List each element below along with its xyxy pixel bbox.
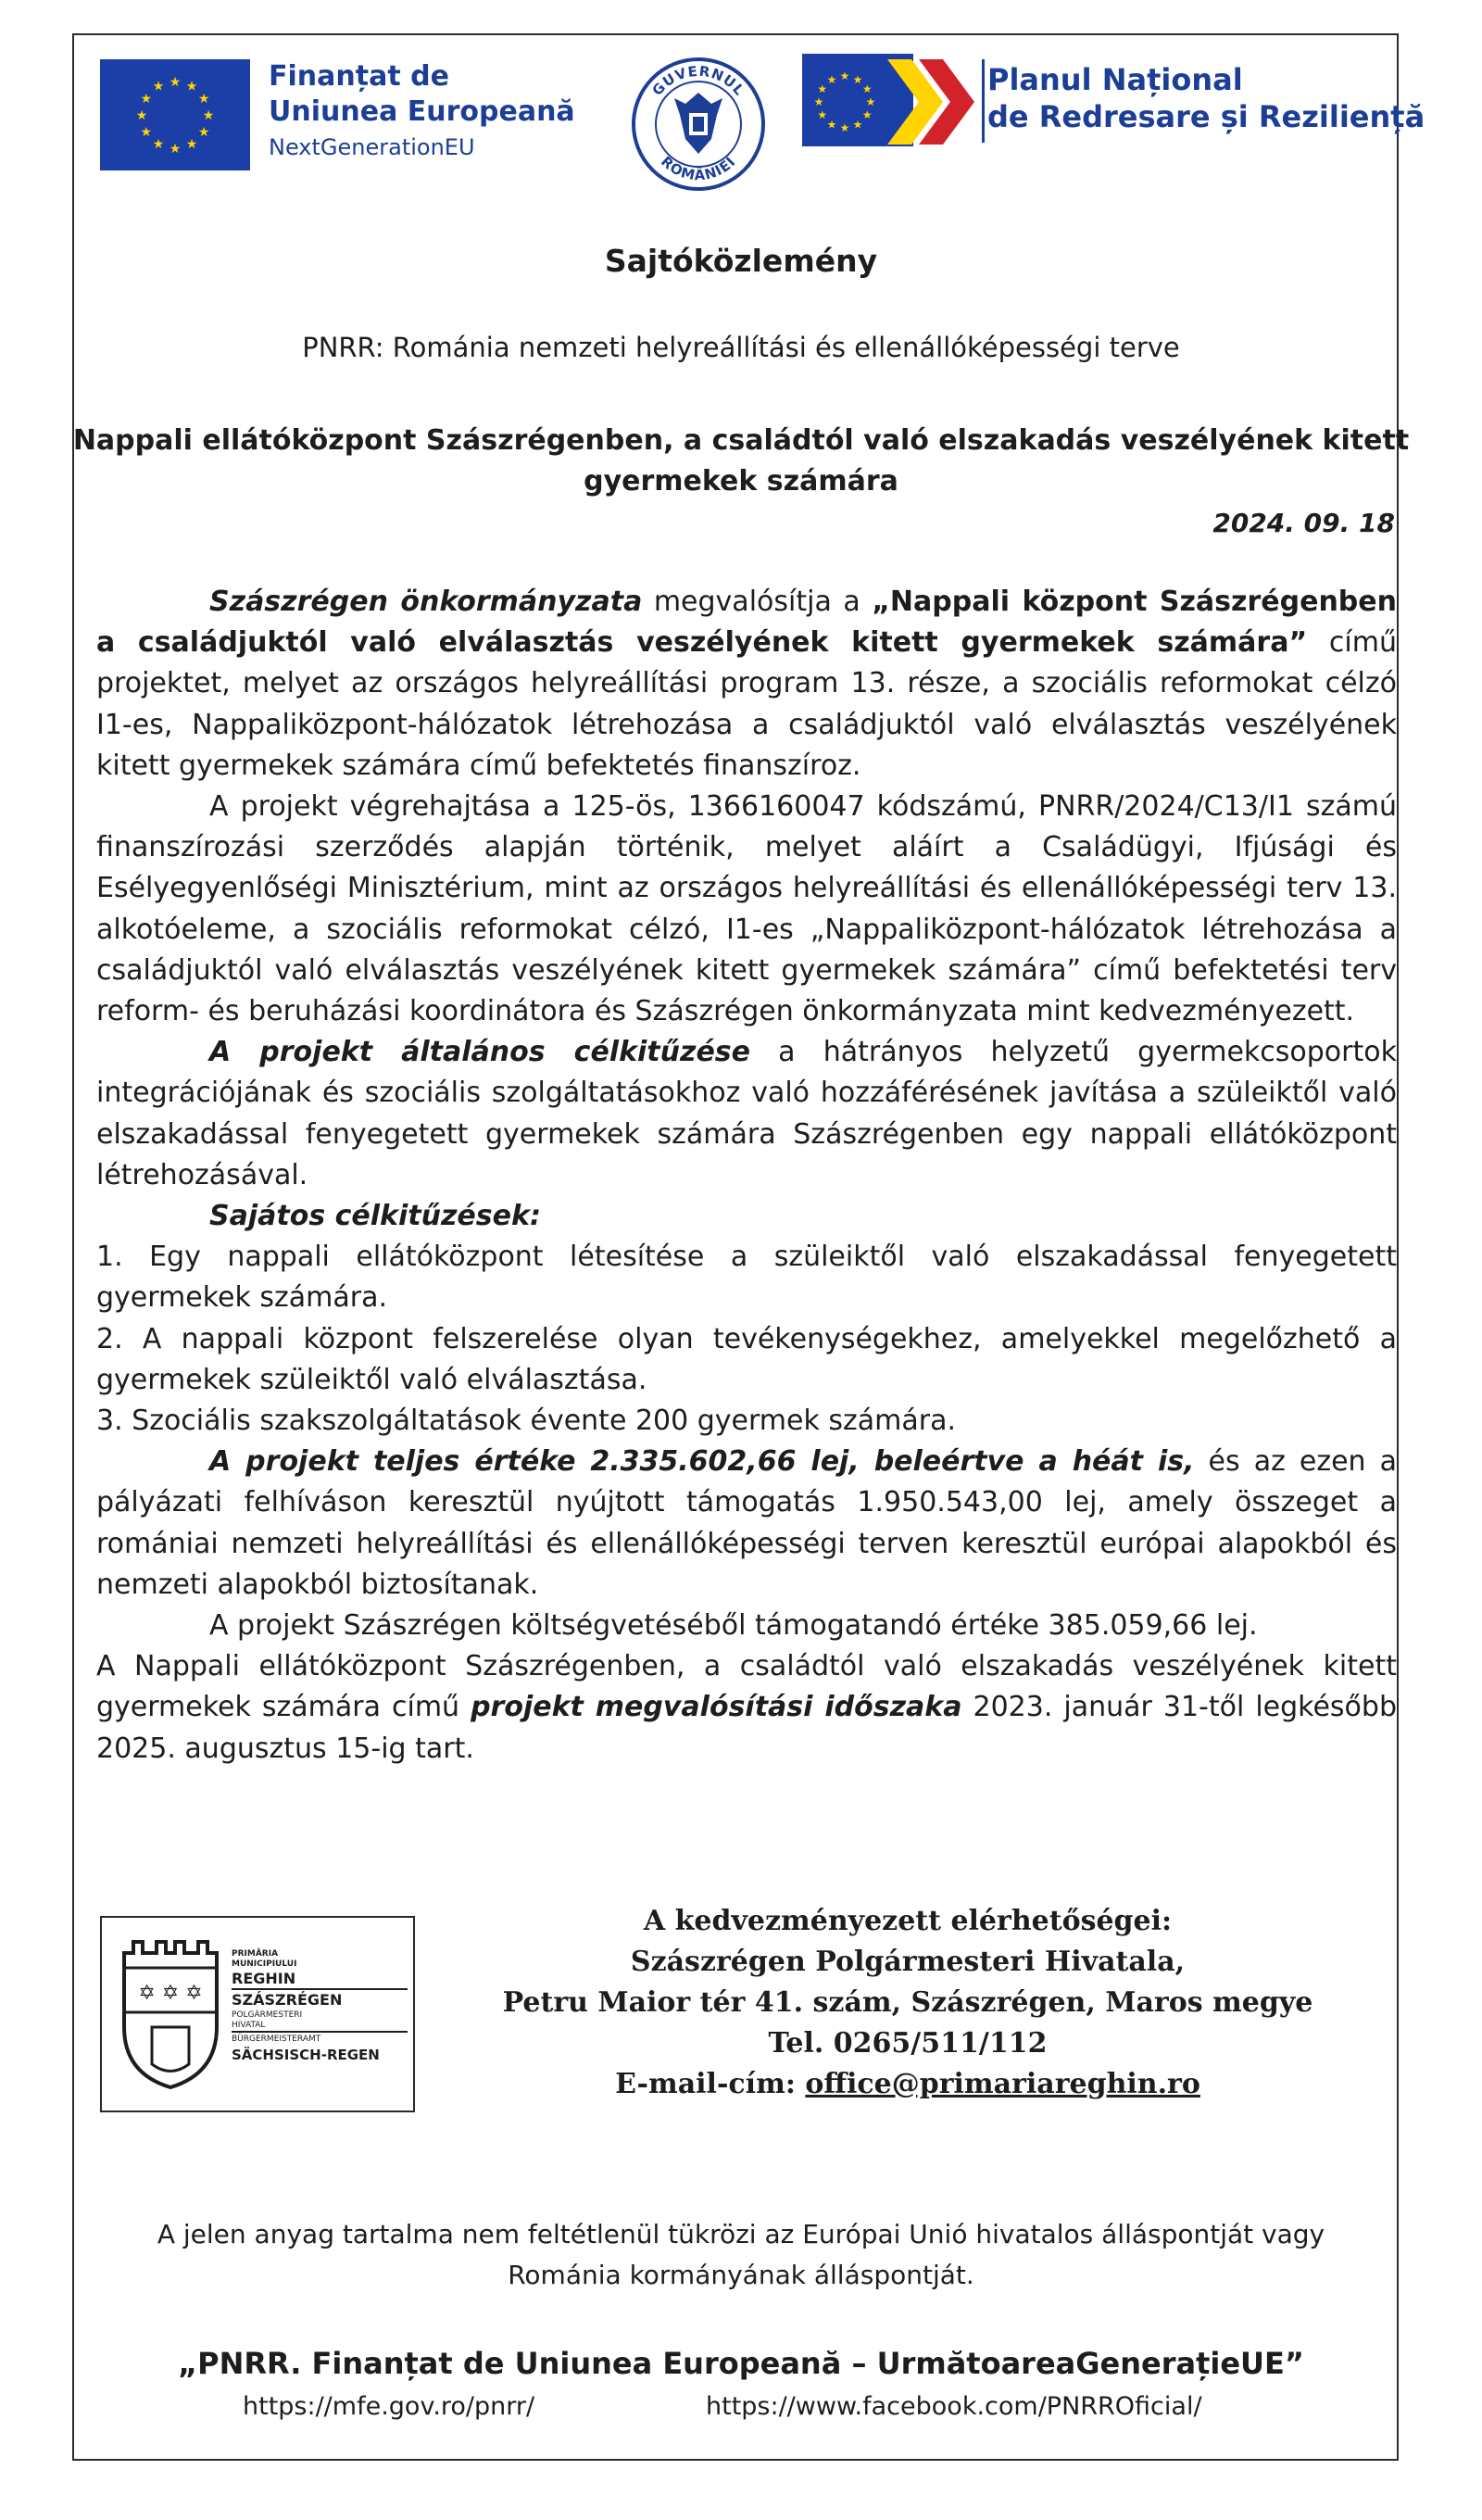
intro-text-2: című projektet, melyet az országos helyreállítási program 13. része, a szociális reformokat célzó I1-es, Nappaliközpont-hálózatok létrehozása a családjuktól való elválasztás veszélyének kitett gyermekek számára című befektetés finanszíroz. [96,626,1397,782]
eu-logo-line2: Uniunea Europeană [269,95,575,128]
eu-star-icon: ★ [826,72,837,86]
eu-logo-line1: Finanțat de [269,60,449,93]
disclaimer-line2: Románia kormányának álláspontját. [508,2260,974,2290]
eu-star-icon: ★ [185,137,198,153]
logo-line7: BÜRGERMEISTERAMT [232,2035,321,2044]
eu-star-icon: ★ [852,118,863,132]
eu-star-icon: ★ [861,108,873,122]
svg-text:ROMÂNIEI [658,153,739,183]
logo-line2: MUNICIPIULUI [232,1959,297,1969]
government-seal-icon [630,56,767,193]
general-objective-text: a hátrányos helyzetű gyermekcsoportok integrációjának és szociális szolgáltatásokhoz való hozzáférésének javítása a szüleiktől való elszakadással fenyegetett gyermekek számára Szászrégenben egy nappali ellátóközpont létrehozásával. [96,1036,1397,1191]
eu-star-icon: ★ [135,107,148,123]
total-value-text: és az ezen a pályázati felhíváson keresztül nyújtott támogatás 1.950.543,00 lej, amely összeget a romániai nemzeti helyreállítási és ellenállóképességi terven keresztül európai alapokból és nemzeti alapokból biztosítanak. [96,1445,1398,1601]
municipal-logo [100,1916,415,2112]
period-text-1: A Nappali ellátóközpont Szászrégenben, a családtól való elszakadás veszélyének kitett gyermekek számára című [96,1650,1397,1724]
contact-address: Petru Maior tér 41. szám, Szászrégen, Maros megye [502,1986,1313,2019]
eu-star-icon: ★ [140,124,153,140]
eu-star-icon: ★ [839,121,850,135]
eu-star-icon: ★ [152,137,165,153]
objective-item: 3. Szociális szakszolgáltatások évente 200 gyermek számára. [96,1405,957,1438]
general-objective-label: A projekt általános célkitűzése [209,1036,751,1069]
seal-text-top: GUVERNUL [648,62,748,99]
logo-line6: HIVATAL [232,2021,408,2033]
contact-title: A kedvezményezett elérhetőségei: [643,1905,1173,1937]
eu-star-icon: ★ [140,91,153,107]
logo-line4: SZÁSZRÉGEN [232,1991,343,2009]
eu-star-icon: ★ [865,95,876,109]
logo-line5: POLGÁRMESTERI [232,2010,303,2020]
total-value-label: A projekt teljes értéke 2.335.602,66 lej, beleértve a héát is, [209,1445,1195,1479]
period-text-2: 2023. január 31-től legkésőbb 2025. augusztus 15-ig tart. [96,1691,1397,1765]
pnrr-flags-icon [802,54,978,158]
logo-line3: REGHIN [232,1970,408,1990]
headline-line1: Nappali ellátóközpont Szászrégenben, a családtól való elszakadás veszélyének kitett [72,424,1410,457]
paragraph-total-value [96,1442,1397,1606]
coat-of-arms-icon [115,1934,226,2092]
eu-star-icon: ★ [197,91,210,107]
headline [0,421,1482,502]
eu-star-icon: ★ [202,107,215,123]
email-label: E-mail-cím: [615,2068,806,2100]
press-release-label: Sajtóközlemény [604,243,878,279]
eu-star-icon: ★ [861,82,873,96]
facebook-link[interactable]: https://www.facebook.com/PNRROficial/ [706,2392,1202,2421]
logo-line8: SÄCHSISCH-REGEN [232,2047,380,2063]
pnrr-logo [802,54,1425,158]
paragraph-contract: A projekt végrehajtása a 125-ös, 1366160047 kódszámú, PNRR/2024/C13/I1 számú finanszírozási szerződés alapján történik, melyet aláírt a Családügyi, Ifjúsági és Esélyegyenlőségi Minisztérium, mint az országos helyreállítási és ellenállóképességi terv 13. alkotóeleme, a szociális reformokat célzó, I1-es „Nappaliközpont-hálózatok létrehozása a családjuktól való elválasztás veszélyének kitett gyermekek számára” című befektetési terv reform- és beruházási koordinátora és Szászrégen önkormányzata mint kedvezményezett. [96,790,1397,1028]
specific-objectives-title [96,1196,1397,1237]
beneficiary-contact [500,1901,1315,2105]
eu-star-icon: ★ [185,79,198,94]
objective-item: 1. Egy nappali ellátóközpont létesítése a szüleiktől való elszakadással fenyegetett gyermekek számára. [96,1241,1397,1315]
slogan: „PNRR. Finanțat de Uniunea Europeană – UrmătoareaGenerațieUE” [178,2346,1304,2381]
paragraph-general-objective [96,1032,1397,1196]
disclaimer [0,2214,1482,2296]
email-link[interactable]: office@primariareghin.ro [805,2068,1200,2100]
mfe-link[interactable]: https://mfe.gov.ro/pnrr/ [243,2392,535,2421]
eu-star-icon: ★ [152,79,165,94]
article-body [96,582,1397,1770]
period-label: projekt megvalósítási időszaka [471,1691,962,1724]
subtitle: PNRR: Románia nemzeti helyreállítási és ellenállóképességi terve [302,332,1180,363]
eu-logo-line3: NextGenerationEU [269,134,475,160]
svg-text:✡ ✡ ✡: ✡ ✡ ✡ [138,1982,203,2005]
eu-star-icon: ★ [813,95,824,109]
eu-star-icon: ★ [817,108,828,122]
paragraph-local-budget: A projekt Szászrégen költségvetéséből támogatandó értéke 385.059,66 lej. [209,1609,1258,1643]
eu-star-icon: ★ [169,74,182,90]
eu-flag-icon [100,59,250,170]
paragraph-period [96,1646,1397,1770]
eu-funding-logo [100,59,575,187]
seal-text-bottom: ROMÂNIEI [658,153,739,184]
intro-text-1: megvalósítja a [642,586,873,618]
pnrr-logo-line2: de Redresare și Reziliență [987,99,1425,134]
release-date: 2024. 09. 18 [1212,508,1395,538]
specific-objectives-label: Sajátos célkitűzések: [209,1200,541,1233]
headline-line2: gyermekek számára [584,465,898,498]
objective-item: 2. A nappali központ felszerelése olyan tevékenységekhez, amelyekkel megelőzhető a gyermekek szüleiktől való elválasztása. [96,1322,1397,1396]
eu-star-icon: ★ [817,82,828,96]
contact-org: Szászrégen Polgármesteri Hivatala, [630,1946,1186,1978]
eu-star-icon: ★ [197,124,210,140]
eu-star-icon: ★ [826,118,837,132]
disclaimer-line1: A jelen anyag tartalma nem feltétlenül tükrözi az Európai Unió hivatalos álláspontját vagy [157,2219,1325,2249]
contact-email-row [500,2064,1315,2105]
project-title: „Nappali központ Szászrégenben a családjuktól való elválasztás veszélyének kitett gyermekek számára” [96,586,1397,660]
intro-subject: Szászrégen önkormányzata [209,586,643,618]
eu-star-icon: ★ [852,72,863,86]
pnrr-logo-line1: Planul Național [987,62,1243,97]
contact-phone: Tel. 0265/511/112 [768,2027,1048,2060]
eu-star-icon: ★ [839,69,850,83]
eu-star-icon: ★ [169,141,182,157]
logo-line1: PRIMĂRIA [232,1949,279,1959]
paragraph-intro [96,582,1397,787]
